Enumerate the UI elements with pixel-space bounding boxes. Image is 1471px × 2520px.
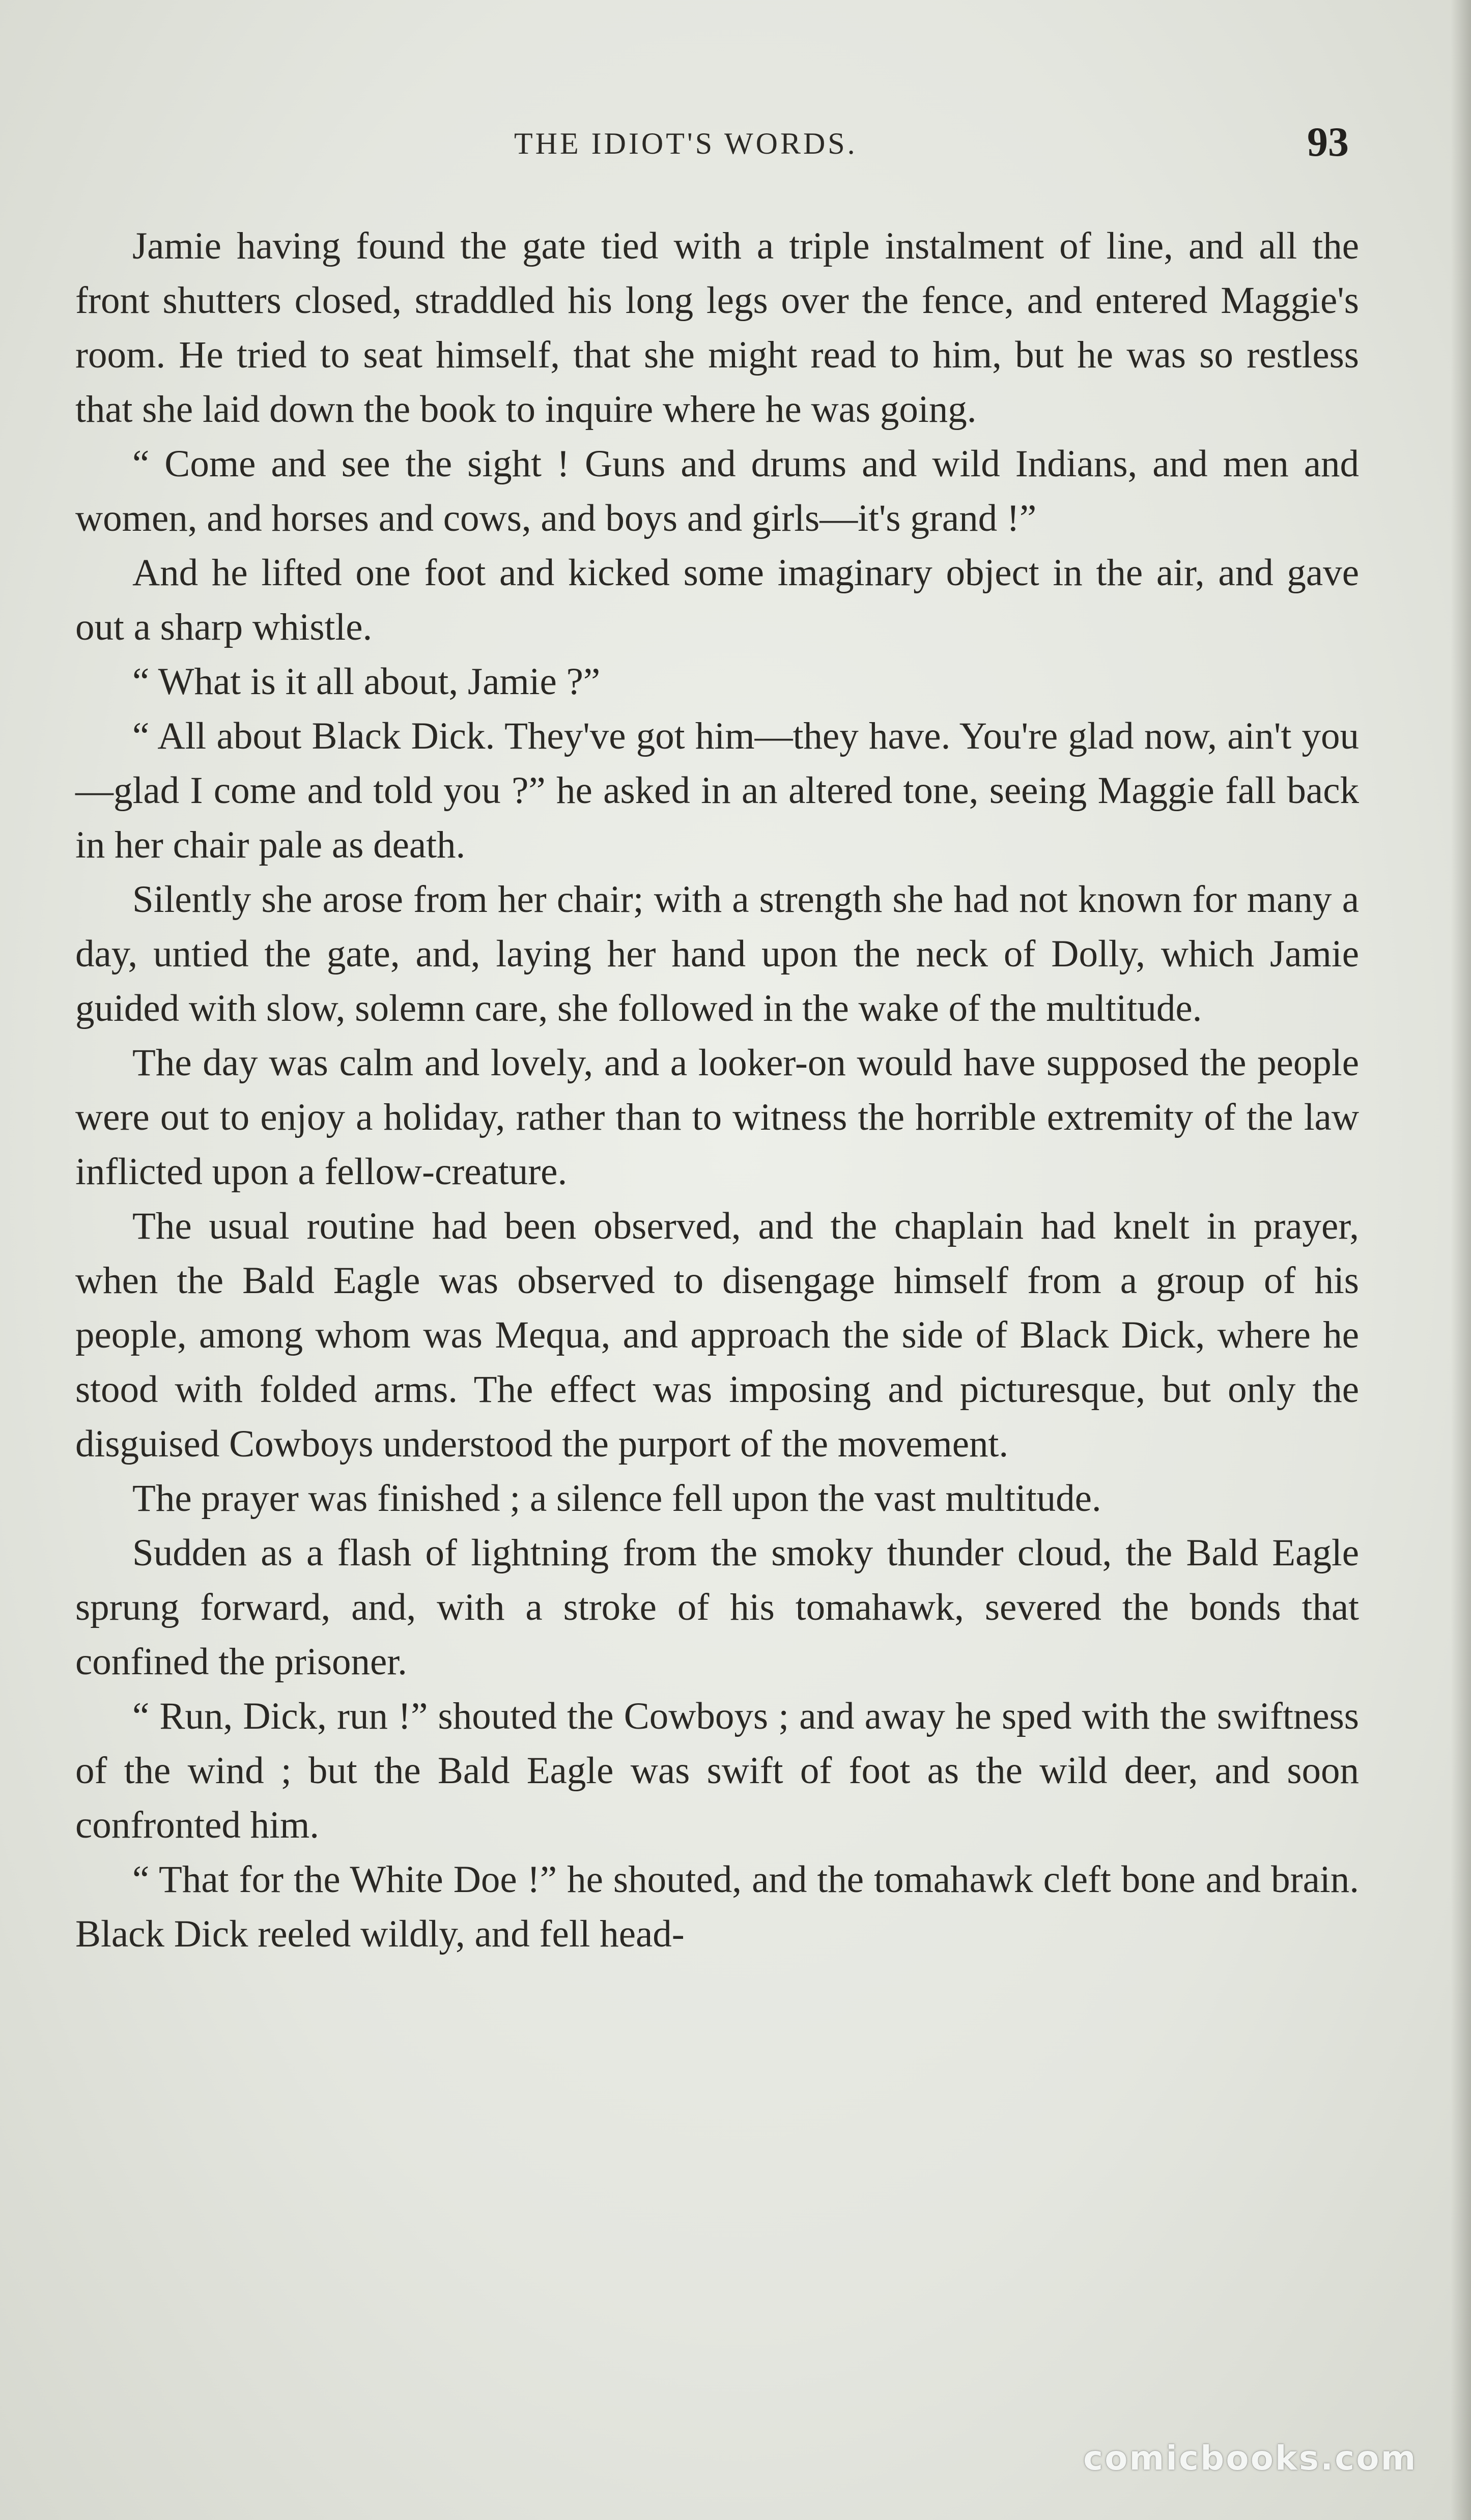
body-text bbox=[75, 219, 1359, 1961]
paragraph: And he lifted one foot and kicked some imaginary object in the air, and gave out a sharp whistle. bbox=[75, 552, 1359, 648]
paragraph: The usual routine had been observed, and the chaplain had knelt in prayer, when the Bald Eagle was observed to disengage himself from a group of his people, among whom was Mequa, and approach the side of Black Dick, where he stood with folded arms. The effect was imposing and picturesque, but only the disguised Cowboys understood the purport of the movement. bbox=[75, 1205, 1359, 1465]
paragraph: “ Come and see the sight ! Guns and drums and wild Indians, and men and women, and horses and cows, and boys and girls—it's grand !” bbox=[75, 443, 1359, 539]
paragraph: The day was calm and lovely, and a looker-on would have supposed the people were out to enjoy a holiday, rather than to witness the horrible extremity of the law inflicted upon a fellow-creature. bbox=[75, 1042, 1359, 1193]
paragraph: Sudden as a flash of lightning from the smoky thunder cloud, the Bald Eagle sprung forward, and, with a stroke of his tomahawk, severed the bonds that confined the prisoner. bbox=[75, 1532, 1359, 1683]
paragraph: “ Run, Dick, run !” shouted the Cowboys ; and away he sped with the swiftness of the wind ; but the Bald Eagle was swift of foot as the wild deer, and soon confronted him. bbox=[75, 1695, 1359, 1846]
paragraph: The prayer was finished ; a silence fell upon the vast multitude. bbox=[132, 1477, 1101, 1520]
site-watermark: comicbooks.com bbox=[1083, 2439, 1418, 2478]
paragraph: “ All about Black Dick. They've got him—they have. You're glad now, ain't you—glad I come and told you ?” he asked in an altered tone, seeing Maggie fall back in her chair pale as death. bbox=[75, 715, 1359, 866]
running-title: THE IDIOT'S WORDS. bbox=[514, 127, 858, 160]
paragraph: Jamie having found the gate tied with a triple instalment of line, and all the front shutters closed, straddled his long legs over the fence, and entered Maggie's room. He tried to seat himself, that she might read to him, but he was so restless that she laid down the book to inquire where he was going. bbox=[75, 225, 1359, 431]
page-edge-shadow bbox=[1451, 0, 1471, 2520]
running-head bbox=[0, 116, 1471, 172]
paragraph: Silently she arose from her chair; with a strength she had not known for many a day, untied the gate, and, laying her hand upon the neck of Dolly, which Jamie guided with slow, solemn care, she followed in the wake of the multitude. bbox=[75, 878, 1359, 1029]
paragraph: “ What is it all about, Jamie ?” bbox=[132, 661, 601, 703]
paragraph: “ That for the White Doe !” he shouted, and the tomahawk cleft bone and brain. Black Dick reeled wildly, and fell head- bbox=[75, 1858, 1359, 1955]
page-number: 93 bbox=[1307, 119, 1349, 165]
